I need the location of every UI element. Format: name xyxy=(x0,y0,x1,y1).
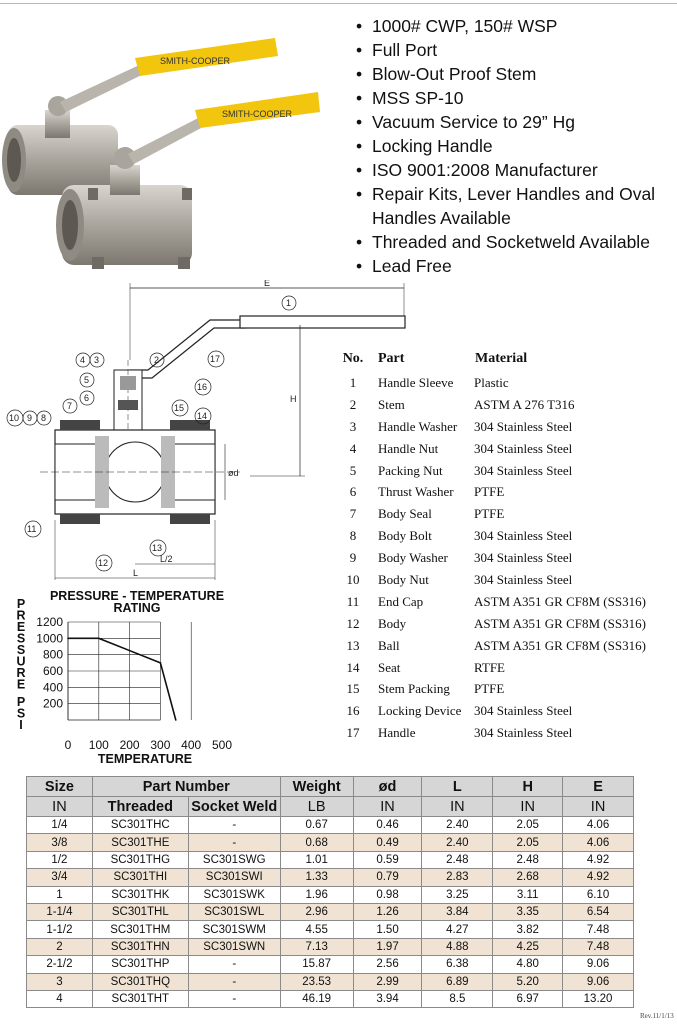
part-no: 11 xyxy=(346,593,360,609)
cell-e: 6.10 xyxy=(563,886,634,903)
part-name: Handle Nut xyxy=(378,440,439,456)
cell-od: 2.99 xyxy=(353,973,422,990)
callout-5: 5 xyxy=(84,375,90,385)
feature-list xyxy=(356,14,672,278)
y-label-letter: S xyxy=(16,631,26,646)
cell-socket: - xyxy=(188,817,280,834)
cell-threaded: SC301THL xyxy=(92,903,188,920)
cell-l: 6.89 xyxy=(422,973,493,990)
feature-item: • Threaded and Socketweld Available xyxy=(356,230,672,254)
part-no: 5 xyxy=(349,462,357,478)
table-row xyxy=(27,851,634,868)
table-row xyxy=(27,903,634,920)
header-size: Size xyxy=(27,777,93,797)
part-material: 304 Stainless Steel xyxy=(474,571,573,587)
part-material: ASTM A351 GR CF8M (SS316) xyxy=(474,637,646,653)
x-tick-label: 0 xyxy=(64,738,72,752)
cell-l: 2.83 xyxy=(422,869,493,886)
part-no: 6 xyxy=(349,484,357,500)
cell-h: 2.05 xyxy=(493,834,563,851)
y-tick-label: 1200 xyxy=(36,615,63,629)
cell-size: 2-1/2 xyxy=(27,956,93,973)
header-size-unit: IN xyxy=(27,797,93,817)
cell-od: 2.56 xyxy=(353,956,422,973)
parts-row xyxy=(332,372,661,394)
part-material: 304 Stainless Steel xyxy=(474,725,573,741)
feature-item: • MSS SP-10 xyxy=(356,86,672,110)
callout-12: 12 xyxy=(98,558,109,568)
cell-size: 4 xyxy=(27,990,93,1007)
parts-header-no: No. xyxy=(342,351,364,366)
cell-l: 2.40 xyxy=(422,834,493,851)
part-name: Stem xyxy=(378,396,405,412)
cell-size: 1 xyxy=(27,886,93,903)
cell-threaded: SC301THK xyxy=(92,886,188,903)
cell-od: 0.79 xyxy=(353,869,422,886)
cell-weight: 1.01 xyxy=(280,851,353,868)
cell-size: 2 xyxy=(27,938,93,955)
dimension-d-label: ød xyxy=(228,468,239,478)
part-material: Plastic xyxy=(474,374,509,390)
cell-od: 1.26 xyxy=(353,903,422,920)
cell-e: 13.20 xyxy=(563,990,634,1007)
part-no: 3 xyxy=(349,418,357,434)
callout-17: 17 xyxy=(210,354,221,364)
feature-item: • Full Port xyxy=(356,38,672,62)
parts-row xyxy=(332,416,661,438)
feature-item: • Lead Free xyxy=(356,254,672,278)
y-label-letter: R xyxy=(16,666,26,680)
part-no: 7 xyxy=(349,506,357,522)
chart-y-ticks xyxy=(36,615,63,711)
part-no: 10 xyxy=(346,571,360,587)
part-material: ASTM A351 GR CF8M (SS316) xyxy=(474,593,646,609)
callout-14: 14 xyxy=(197,411,208,421)
cell-l: 2.48 xyxy=(422,851,493,868)
dimension-e-label: E xyxy=(264,280,271,288)
part-no: 2 xyxy=(349,396,357,412)
cell-threaded: SC301THN xyxy=(92,938,188,955)
cell-weight: 1.33 xyxy=(280,869,353,886)
x-tick-label: 500 xyxy=(211,738,233,752)
part-name: Body Washer xyxy=(378,550,448,566)
cell-socket: SC301SWM xyxy=(188,921,280,938)
y-label-letter: I xyxy=(19,718,23,732)
header-od-unit: IN xyxy=(353,797,422,817)
header-l-unit: IN xyxy=(422,797,493,817)
table-row xyxy=(27,869,634,886)
cell-threaded: SC301THM xyxy=(92,921,188,938)
chart-title-line2: RATING xyxy=(113,601,161,615)
part-name: Handle Sleeve xyxy=(378,374,454,390)
cell-e: 7.48 xyxy=(563,938,634,955)
x-tick-label: 300 xyxy=(150,738,171,752)
revision-note: Rev.11/1/13 xyxy=(640,1012,674,1020)
header-l: L xyxy=(422,777,493,797)
cell-weight: 1.96 xyxy=(280,886,353,903)
cell-socket: SC301SWL xyxy=(188,903,280,920)
part-name: Locking Device xyxy=(378,703,462,719)
parts-header-part: Part xyxy=(378,351,405,366)
callout-3: 3 xyxy=(94,355,100,365)
parts-row xyxy=(332,481,661,503)
part-no: 14 xyxy=(346,659,360,675)
table-row xyxy=(27,990,634,1007)
part-name: Handle xyxy=(378,725,416,741)
callout-15: 15 xyxy=(174,403,185,413)
callout-11: 11 xyxy=(27,524,37,534)
header-part-number: Part Number xyxy=(92,777,280,797)
cell-threaded: SC301THC xyxy=(92,817,188,834)
cell-h: 2.48 xyxy=(493,851,563,868)
cell-socket: - xyxy=(188,834,280,851)
parts-row xyxy=(332,525,661,547)
cell-weight: 2.96 xyxy=(280,903,353,920)
callout-4: 4 xyxy=(80,355,86,365)
cell-socket: - xyxy=(188,956,280,973)
y-label-letter: S xyxy=(16,643,26,657)
callout-10: 10 xyxy=(9,413,20,423)
table-row xyxy=(27,938,634,955)
chart-grid xyxy=(68,622,191,720)
callout-1: 1 xyxy=(286,298,292,308)
cell-socket: - xyxy=(188,973,280,990)
cell-socket: SC301SWG xyxy=(188,851,280,868)
cell-h: 5.20 xyxy=(493,973,563,990)
parts-row xyxy=(332,503,661,525)
cell-socket: SC301SWK xyxy=(188,886,280,903)
dimensions-table xyxy=(26,776,634,1008)
parts-row xyxy=(332,722,661,744)
part-no: 17 xyxy=(346,725,360,741)
header-od: ød xyxy=(353,777,422,797)
cell-h: 3.11 xyxy=(493,886,563,903)
cell-size: 1-1/2 xyxy=(27,921,93,938)
y-label-letter: U xyxy=(16,654,26,669)
header-threaded: Threaded xyxy=(92,797,188,817)
cell-socket: SC301SWI xyxy=(188,869,280,886)
callout-13: 13 xyxy=(152,543,163,553)
y-label-letter: P xyxy=(16,695,26,709)
part-name: Body Nut xyxy=(378,571,429,587)
chart-x-label: TEMPERATURE xyxy=(97,752,193,766)
part-name: Handle Washer xyxy=(378,418,458,434)
cell-h: 3.82 xyxy=(493,921,563,938)
cell-weight: 46.19 xyxy=(280,990,353,1007)
part-material: PTFE xyxy=(474,484,505,500)
cell-e: 9.06 xyxy=(563,973,634,990)
pressure-temperature-chart xyxy=(0,585,250,775)
chart-series-line xyxy=(68,638,176,720)
parts-list xyxy=(332,346,661,744)
part-material: PTFE xyxy=(474,506,505,522)
header-e: E xyxy=(563,777,634,797)
part-material: 304 Stainless Steel xyxy=(474,462,573,478)
part-name: Thrust Washer xyxy=(378,484,454,500)
cell-weight: 4.55 xyxy=(280,921,353,938)
parts-row xyxy=(332,657,661,679)
callout-16: 16 xyxy=(197,382,208,392)
part-no: 15 xyxy=(346,681,360,697)
cell-socket: - xyxy=(188,990,280,1007)
feature-item: • Repair Kits, Lever Handles and Oval Handles Available xyxy=(356,182,672,230)
part-material: 304 Stainless Steel xyxy=(474,703,573,719)
y-label-letter: E xyxy=(16,677,26,692)
parts-row xyxy=(332,700,661,722)
header-e-unit: IN xyxy=(563,797,634,817)
chart-y-label xyxy=(16,597,25,732)
part-no: 8 xyxy=(349,528,357,544)
y-tick-label: 400 xyxy=(42,680,63,695)
cell-weight: 15.87 xyxy=(280,956,353,973)
table-row xyxy=(27,956,634,973)
callout-8: 8 xyxy=(41,413,47,423)
parts-row xyxy=(332,394,661,416)
cell-od: 0.98 xyxy=(353,886,422,903)
cell-l: 4.88 xyxy=(422,938,493,955)
part-material: 304 Stainless Steel xyxy=(474,550,573,566)
table-row xyxy=(27,834,634,851)
callout-7: 7 xyxy=(67,401,73,411)
cell-od: 0.59 xyxy=(353,851,422,868)
part-no: 1 xyxy=(349,374,357,390)
cell-size: 1/2 xyxy=(27,851,93,868)
part-name: Stem Packing xyxy=(378,681,450,697)
cell-weight: 0.67 xyxy=(280,817,353,834)
part-name: Ball xyxy=(378,637,400,653)
cell-e: 4.92 xyxy=(563,851,634,868)
chart-point xyxy=(160,662,162,664)
table-row xyxy=(27,921,634,938)
chart-point xyxy=(67,638,69,640)
parts-row xyxy=(332,613,661,635)
product-photo xyxy=(0,20,350,280)
part-no: 9 xyxy=(349,550,357,566)
part-material: 304 Stainless Steel xyxy=(474,528,573,544)
cell-h: 2.05 xyxy=(493,817,563,834)
y-label-letter: P xyxy=(16,597,26,611)
cell-e: 7.48 xyxy=(563,921,634,938)
cell-threaded: SC301THE xyxy=(92,834,188,851)
chart-title-line1: PRESSURE - TEMPERATURE xyxy=(49,589,225,603)
cell-l: 3.84 xyxy=(422,903,493,920)
part-name: End Cap xyxy=(378,593,424,609)
brand-label-front: SMITH-COOPER xyxy=(222,109,293,119)
part-material: ASTM A 276 T316 xyxy=(474,396,575,412)
cell-od: 0.49 xyxy=(353,834,422,851)
parts-row xyxy=(332,460,661,482)
cell-e: 9.06 xyxy=(563,956,634,973)
cell-weight: 0.68 xyxy=(280,834,353,851)
cell-threaded: SC301THP xyxy=(92,956,188,973)
feature-item: • Blow-Out Proof Stem xyxy=(356,62,672,86)
feature-item: • Vacuum Service to 29” Hg xyxy=(356,110,672,134)
cell-size: 3/4 xyxy=(27,869,93,886)
cell-threaded: SC301THI xyxy=(92,869,188,886)
parts-row xyxy=(332,438,661,460)
chart-point xyxy=(98,638,100,640)
cell-size: 1-1/4 xyxy=(27,903,93,920)
cell-l: 2.40 xyxy=(422,817,493,834)
chart-x-ticks xyxy=(65,738,233,752)
cell-weight: 7.13 xyxy=(280,938,353,955)
cell-l: 4.27 xyxy=(422,921,493,938)
cell-od: 1.97 xyxy=(353,938,422,955)
cell-threaded: SC301THQ xyxy=(92,973,188,990)
cell-socket: SC301SWN xyxy=(188,938,280,955)
header-weight-unit: LB xyxy=(280,797,353,817)
x-tick-label: 400 xyxy=(181,738,202,752)
cell-od: 3.94 xyxy=(353,990,422,1007)
dimension-l-label: L xyxy=(133,568,139,578)
cell-h: 4.80 xyxy=(493,956,563,973)
parts-row xyxy=(332,591,661,613)
part-name: Seat xyxy=(378,659,401,675)
part-no: 16 xyxy=(346,703,360,719)
parts-row xyxy=(332,547,661,569)
part-name: Packing Nut xyxy=(378,462,443,478)
dimension-l2-label: L/2 xyxy=(160,554,173,564)
header-weight: Weight xyxy=(280,777,353,797)
feature-item: • Locking Handle xyxy=(356,134,672,158)
handle-sleeve xyxy=(240,316,405,328)
cell-e: 6.54 xyxy=(563,903,634,920)
part-name: Body Seal xyxy=(378,506,432,522)
parts-row xyxy=(332,678,661,700)
part-material: 304 Stainless Steel xyxy=(474,440,573,456)
feature-item: • ISO 9001:2008 Manufacturer xyxy=(356,158,672,182)
dimension-h-label: H xyxy=(290,394,297,404)
top-rule xyxy=(0,3,677,4)
part-material: RTFE xyxy=(474,659,506,675)
part-no: 13 xyxy=(346,637,360,653)
y-label-letter: E xyxy=(16,620,26,634)
cell-h: 2.68 xyxy=(493,869,563,886)
part-material: 304 Stainless Steel xyxy=(474,418,573,434)
part-no: 12 xyxy=(346,615,360,631)
cell-threaded: SC301THG xyxy=(92,851,188,868)
cell-h: 4.25 xyxy=(493,938,563,955)
part-name: Body Bolt xyxy=(378,528,432,544)
table-row xyxy=(27,817,634,834)
y-tick-label: 200 xyxy=(42,696,63,711)
cell-e: 4.06 xyxy=(563,817,634,834)
table-row xyxy=(27,886,634,903)
parts-row xyxy=(332,569,661,591)
part-material: PTFE xyxy=(474,681,505,697)
part-name: Body xyxy=(378,615,407,631)
cell-l: 3.25 xyxy=(422,886,493,903)
callout-9: 9 xyxy=(27,413,33,423)
brand-label-back: SMITH-COOPER xyxy=(160,56,231,66)
x-tick-label: 200 xyxy=(119,738,140,752)
part-material: ASTM A351 GR CF8M (SS316) xyxy=(474,615,646,631)
cell-od: 1.50 xyxy=(353,921,422,938)
cell-size: 3 xyxy=(27,973,93,990)
cell-e: 4.06 xyxy=(563,834,634,851)
chart-point xyxy=(175,719,177,721)
callout-6: 6 xyxy=(84,393,90,403)
y-tick-label: 800 xyxy=(42,647,63,662)
cell-h: 3.35 xyxy=(493,903,563,920)
y-label-letter: S xyxy=(16,706,26,721)
parts-row xyxy=(332,635,661,657)
cell-l: 6.38 xyxy=(422,956,493,973)
callout-2: 2 xyxy=(154,355,160,365)
cell-size: 1/4 xyxy=(27,817,93,834)
cell-l: 8.5 xyxy=(422,990,493,1007)
y-tick-label: 600 xyxy=(42,664,63,678)
x-tick-label: 100 xyxy=(88,738,109,752)
header-socket-weld: Socket Weld xyxy=(188,797,280,817)
y-label-letter: R xyxy=(16,608,26,623)
cell-h: 6.97 xyxy=(493,990,563,1007)
header-h: H xyxy=(493,777,563,797)
header-h-unit: IN xyxy=(493,797,563,817)
cell-od: 0.46 xyxy=(353,817,422,834)
cell-e: 4.92 xyxy=(563,869,634,886)
cell-size: 3/8 xyxy=(27,834,93,851)
feature-item: • 1000# CWP, 150# WSP xyxy=(356,14,672,38)
part-no: 4 xyxy=(349,440,357,456)
cell-weight: 23.53 xyxy=(280,973,353,990)
parts-header-material: Material xyxy=(475,351,528,366)
table-row xyxy=(27,973,634,990)
cell-threaded: SC301THT xyxy=(92,990,188,1007)
y-tick-label: 1000 xyxy=(36,631,63,646)
